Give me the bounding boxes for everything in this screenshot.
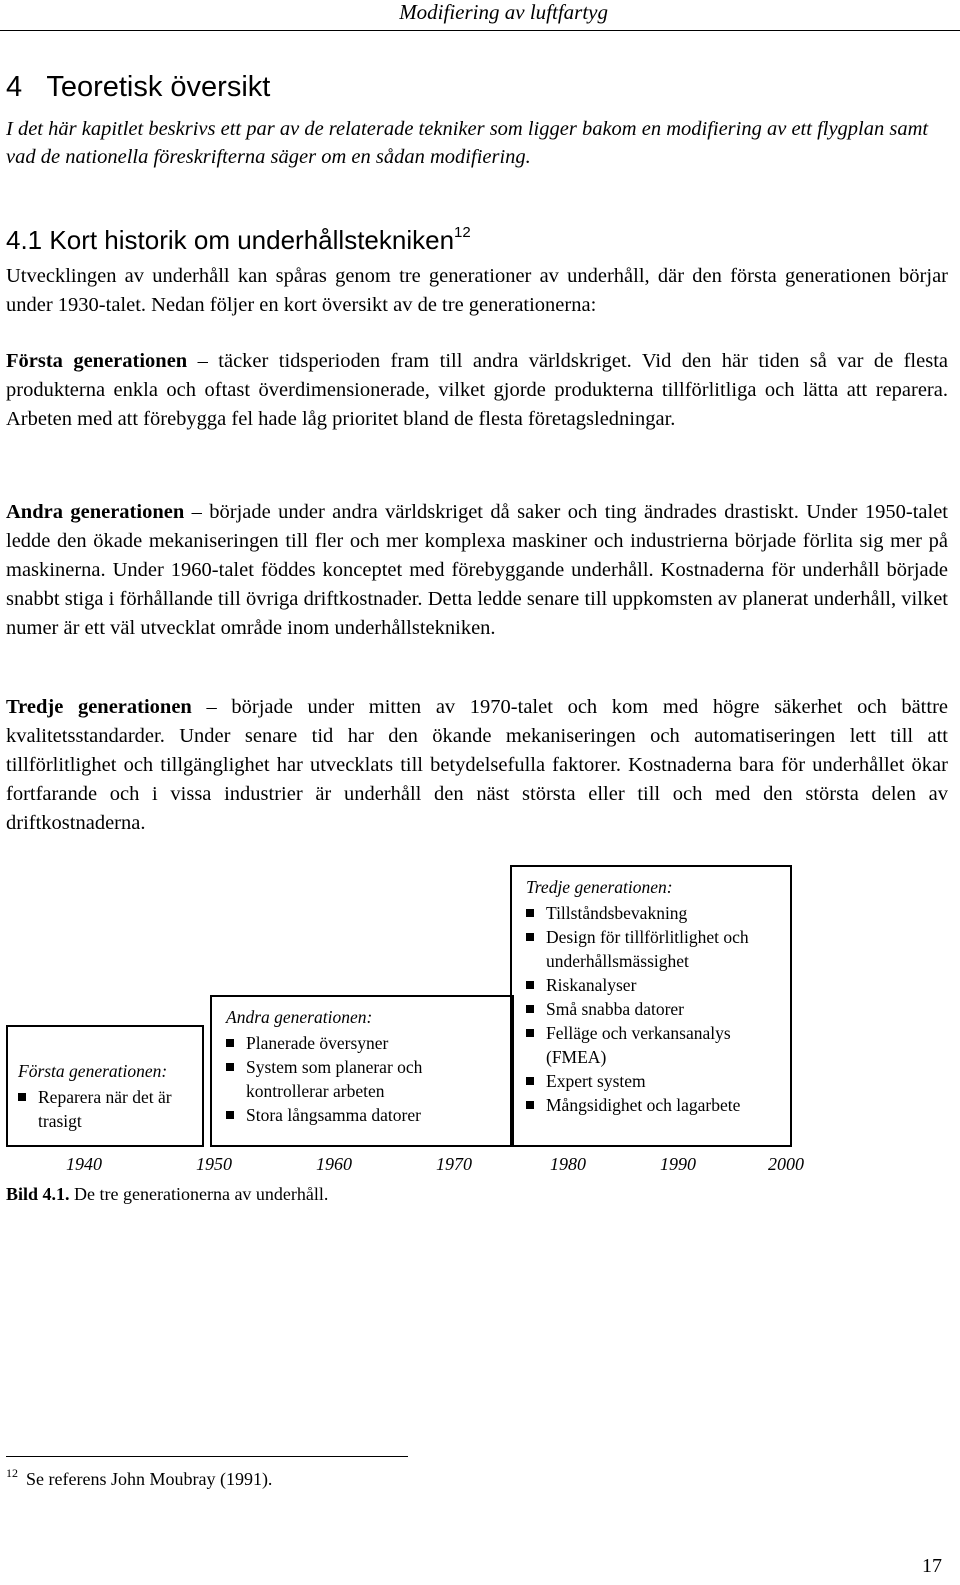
gen1-term: Första generationen xyxy=(6,350,188,372)
year-label-1990: 1990 xyxy=(660,1154,696,1174)
section-heading xyxy=(6,224,471,256)
list-item-text: Riskanalyser xyxy=(546,975,637,995)
header-divider xyxy=(0,30,960,31)
list-item xyxy=(526,1021,784,1069)
gen1-box-title: Första generationen: xyxy=(18,1061,168,1081)
square-bullet-icon xyxy=(18,1093,26,1101)
year-label-1970: 1970 xyxy=(436,1154,472,1174)
square-bullet-icon xyxy=(526,981,534,989)
caption-text: De tre generationerna av underhåll. xyxy=(69,1184,329,1204)
footnote-number: 12 xyxy=(6,1466,18,1480)
gen2-box-title: Andra generationen: xyxy=(226,1007,373,1027)
gen3-text: – började under mitten av 1970-talet och kom med högre säkerhet och bättre kvalitetsstandarder. Under senare tid har den ökande mekaniseringen och automatiseringen lett till att tillförlitlighet och tillgänglighet har utvecklats till betydelsefulla faktorer. Kostnaderna bara för underhållet ökar fortfarande och i vissa industrier är underhåll den näst största eller till och med den största delen av driftkostnaderna. xyxy=(6,696,948,834)
intro-paragraph: Utvecklingen av underhåll kan spåras genom tre generationer av underhåll, där den första generationen börjar under 1930-talet. Nedan följer en kort översikt av de tre generationerna: xyxy=(6,265,948,316)
list-item-text: Expert system xyxy=(546,1071,646,1091)
section-number: 4.1 xyxy=(6,225,43,255)
list-item xyxy=(226,1103,506,1127)
list-item xyxy=(226,1055,506,1103)
figure-box-gen3 xyxy=(510,865,792,1147)
gen1-text: – täcker tidsperioden fram till andra världskriget. Vid den här tiden så var de flesta produkterna enkla och oftast överdimensionerade, vilket gjorde produkterna tillförlitliga och lätta att reparera. Arbeten med att förebygga fel hade låg prioritet bland de flesta företagsledningar. xyxy=(6,350,948,430)
gen2-box-list xyxy=(226,1031,506,1127)
year-label-2000: 2000 xyxy=(768,1154,804,1174)
square-bullet-icon xyxy=(526,1005,534,1013)
list-item-text: Stora långsamma datorer xyxy=(246,1105,421,1125)
list-item-text: Mångsidighet och lagarbete xyxy=(546,1095,741,1115)
footnote-divider xyxy=(6,1456,408,1457)
list-item xyxy=(226,1031,506,1055)
list-item-text: Tillståndsbevakning xyxy=(546,903,688,923)
caption-label: Bild 4.1. xyxy=(6,1184,70,1204)
gen2-paragraph xyxy=(6,498,948,643)
list-item xyxy=(526,973,784,997)
list-item-text: Små snabba datorer xyxy=(546,999,685,1019)
list-item xyxy=(526,997,784,1021)
chapter-number: 4 xyxy=(6,71,23,103)
list-item-text: System som planerar och kontrollerar arbeten xyxy=(246,1057,423,1101)
list-item xyxy=(526,1093,784,1117)
gen2-term: Andra generationen xyxy=(6,501,185,523)
section-title: Kort historik om underhållstekniken xyxy=(49,225,455,255)
gen3-term: Tredje generationen xyxy=(6,696,192,718)
chapter-heading xyxy=(6,70,270,104)
list-item-text: Reparera när det är trasigt xyxy=(38,1087,172,1131)
year-label-1960: 1960 xyxy=(316,1154,352,1174)
footnote-reference[interactable]: 12 xyxy=(454,224,471,241)
list-item xyxy=(18,1085,196,1133)
list-item-text: Planerade översyner xyxy=(246,1033,389,1053)
gen3-box-title: Tredje generationen: xyxy=(526,877,673,897)
figure-box-gen2 xyxy=(210,995,514,1147)
list-item xyxy=(526,1069,784,1093)
list-item-text: Felläge och verkansanalys (FMEA) xyxy=(546,1023,731,1067)
footnote-text: Se referens John Moubray (1991). xyxy=(26,1469,273,1489)
year-label-1950: 1950 xyxy=(196,1154,232,1174)
running-header: Modifiering av luftfartyg xyxy=(399,0,608,24)
figure-box-gen1 xyxy=(6,1025,204,1147)
square-bullet-icon xyxy=(226,1111,234,1119)
gen3-paragraph xyxy=(6,693,948,838)
gen1-box-list xyxy=(18,1085,196,1133)
chapter-title: Teoretisk översikt xyxy=(46,71,271,103)
square-bullet-icon xyxy=(526,933,534,941)
figure-caption xyxy=(6,1183,328,1205)
footnote xyxy=(6,1468,272,1490)
year-label-1980: 1980 xyxy=(550,1154,586,1174)
square-bullet-icon xyxy=(526,1029,534,1037)
square-bullet-icon xyxy=(226,1063,234,1071)
square-bullet-icon xyxy=(226,1039,234,1047)
list-item xyxy=(526,901,784,925)
list-item xyxy=(526,925,784,973)
gen1-paragraph xyxy=(6,347,948,434)
gen3-box-list xyxy=(526,901,784,1117)
year-label-1940: 1940 xyxy=(66,1154,102,1174)
square-bullet-icon xyxy=(526,1101,534,1109)
list-item-text: Design för tillförlitlighet och underhållsmässighet xyxy=(546,927,749,971)
square-bullet-icon xyxy=(526,909,534,917)
chapter-intro: I det här kapitlet beskrivs ett par av de relaterade tekniker som ligger bakom en modifiering av ett flygplan samt vad de nationella föreskrifterna säger om en sådan modifiering. xyxy=(6,118,929,168)
square-bullet-icon xyxy=(526,1077,534,1085)
page-number: 17 xyxy=(922,1555,942,1577)
gen2-text: – började under andra världskriget då saker och ting ändrades drastiskt. Under 1950-talet ledde den ökade mekaniseringen till fler och mer komplexa maskiner och industrierna började förlita sig mer på maskinerna. Under 1960-talet föddes konceptet med förebyggande underhåll. Kostnaderna för underhåll började snabbt stiga i förhållande till övriga driftkostnader. Detta ledde senare till uppkomsten av planerat underhåll, vilket numer är ett väl utvecklat område inom underhållstekniken. xyxy=(6,501,948,639)
